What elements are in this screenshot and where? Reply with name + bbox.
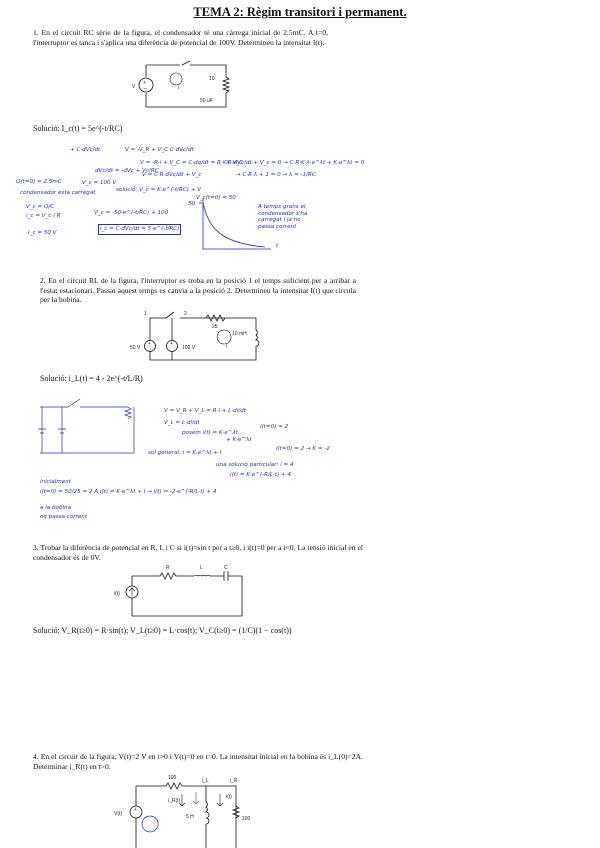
note-2-10: i(t=0) = 50/25 = 2 A (40, 489, 99, 495)
p4-r2-label: 100 (242, 816, 251, 822)
note-1-9: dVc/dt = -dVc + Vc/RC (95, 168, 159, 174)
rl-handwritten-circuit (28, 393, 158, 463)
rc-r-label: 10 (209, 76, 215, 82)
rc-i-label: i (178, 85, 180, 91)
problem-2-text: 2. En el circuit RL de la figura, l'interruptor es troba en la posició 1 el temps suficient per a arribar a l'estat estacionari. Passat aquest temps es canvia a la posició 2. Determineu la intensitat I(t) que circula per la bobina. (40, 276, 356, 305)
rlc-circuit-diagram (112, 562, 252, 622)
note-2-4: sol general: i = K·e^λt + I (148, 450, 222, 456)
note-1-18: t (276, 243, 279, 249)
note-1-13: V_c = -50·e^(-t/RC) + 100 (94, 210, 169, 216)
problem-1-text: 1. En el circuit RC sèrie de la figura, el condensador té una càrrega inicial de 2.5mC. A t=0, l'interruptor es tanca i s'aplica una diferència de potencial de 100V. Determineu la intensitat I(t). (33, 28, 328, 47)
note-1-2: V = -R·i + V_C = C·dq/dt = R·i + V_C (140, 160, 243, 166)
svg-text:+: + (143, 80, 146, 86)
p4-r1-label: 100 (168, 775, 177, 781)
rc-v-label: V (132, 84, 136, 90)
note-1-0: + C·dVc/dt (70, 147, 101, 153)
note-2-2: posem i(t) = K·e^λt (182, 430, 238, 436)
problem-4-text: 4. En el circuit de la figura, V(t)=2 V en t>0 i V(t)=0 en t=0. La intensitat inicial en la bobina és i_L(0)=2A. Determinar i_R(t) en t>0. (33, 752, 363, 771)
svg-text:+: + (148, 341, 151, 347)
svg-text:–: – (144, 86, 147, 92)
svg-text:+: + (134, 807, 137, 813)
note-1-14: i_c = C·dVc/dt = 5·e^(-t/RC) (98, 224, 181, 235)
p4-il-label: i_L (202, 778, 209, 784)
note-2-0: V = V_R + V_L = R·i + L·di/dt (164, 408, 246, 414)
p4-i-label: i(t) (226, 794, 232, 800)
rc-circuit-diagram (130, 55, 240, 115)
note-2-9: inicialment (40, 479, 71, 485)
rl-v1-label: 50 V (130, 345, 141, 351)
note-2-1: V_L = L·di/dt (164, 420, 200, 426)
note-1-15: CR·dVc/dt + V_c = 0 → C·R·K·λ·e^λt + K·e^λt = 0 (224, 160, 365, 166)
note-2-13: i(t) = K·e^λt + I → i(t) = -2·e^(-R/L·t) + 4 (100, 489, 217, 495)
note-2-7: i(t) = K·e^(-R/L·t) + 4 (230, 472, 291, 478)
problem-3-text: 3. Trobar la diferència de potencial en R, L i C si i(t)=sin t per a t≥0, i i(t)=0 per a t<0. La tensió inicial en el condensador és de 0V. (33, 543, 363, 562)
rlc-source-label: i(t) (114, 591, 120, 597)
problem-1-solution: Solució: I_c(t) = 5e^(-t/RC) (33, 124, 123, 133)
note-2-8: i(t=0) = 2 → K = -2 (276, 446, 330, 452)
problem-2-solution: Solució: i_L(t) = 4 - 2e^(-t/L/R) (40, 374, 143, 383)
note-1-6: i_c = V_c / R (26, 213, 61, 219)
rl-r-label: 25 (212, 324, 218, 330)
rl-pos1-label: 1 (144, 311, 147, 317)
problem-3-solution: Solució: V_R(t≥0) = R·sin(t); V_L(t≥0) = L·cos(t); V_C(t≥0) = (1/C)(1 − cos(t)) (33, 626, 292, 635)
note-2-12: no passa corrent (40, 514, 88, 520)
rl-circuit-diagram (128, 308, 268, 368)
note-2-3: + K·e^λt (226, 437, 252, 443)
p4-l-label: 5 H (186, 814, 194, 820)
rl-l-label: 10 mH (232, 331, 247, 337)
rl-pos2-label: 2 (184, 311, 187, 317)
note-1-19: A temps grans el condensador s'ha carregat i ja no passa corrent (258, 204, 308, 230)
note-1-3: Q(t=0) = 2.5mC (16, 179, 62, 185)
p4-source-label: V(t) (114, 811, 123, 817)
note-1-8: V_c = 100 V (82, 180, 117, 186)
note-1-10: V = C·R·dVc/dt + V_c (142, 172, 202, 178)
note-1-16: → C·R·λ + 1 = 0 → λ = -1/RC (236, 172, 316, 178)
note-2-6: una solució particular: i = 4 (216, 462, 294, 468)
rlc-c-label: C (224, 565, 228, 571)
note-1-12: V_c(t=0) = 50 (196, 195, 236, 201)
note-1-4: condensador està carregat (20, 190, 96, 196)
p4-ir2-label: i_R (230, 778, 238, 784)
page-title: TEMA 2: Règim transitori i permanent. (193, 5, 407, 19)
note-1-5: V_c = Q/C (26, 204, 55, 210)
rlc-l-label: L (200, 565, 203, 571)
rl-i-label: i (226, 344, 228, 350)
p4-ir-label: i_R(t) (168, 798, 181, 804)
rlc-r-label: R (166, 565, 170, 571)
note-1-7: I_c = 50 V (28, 230, 57, 236)
svg-text:+: + (170, 341, 173, 347)
rl-v2-label: 100 V (182, 345, 196, 351)
rc-c-label: 50 uF (200, 98, 213, 104)
note-2-11: a la bobina (40, 505, 72, 511)
note-1-17: 50 (188, 201, 196, 207)
note-2-5: i(t=0) = 2 (260, 424, 289, 430)
note-1-11: solució: V_c = K·e^(-t/RC) + V (116, 187, 201, 193)
problem-4-circuit-diagram (110, 772, 260, 848)
note-1-1: V = -V_R + V_C C·dVc/dt (125, 147, 194, 153)
